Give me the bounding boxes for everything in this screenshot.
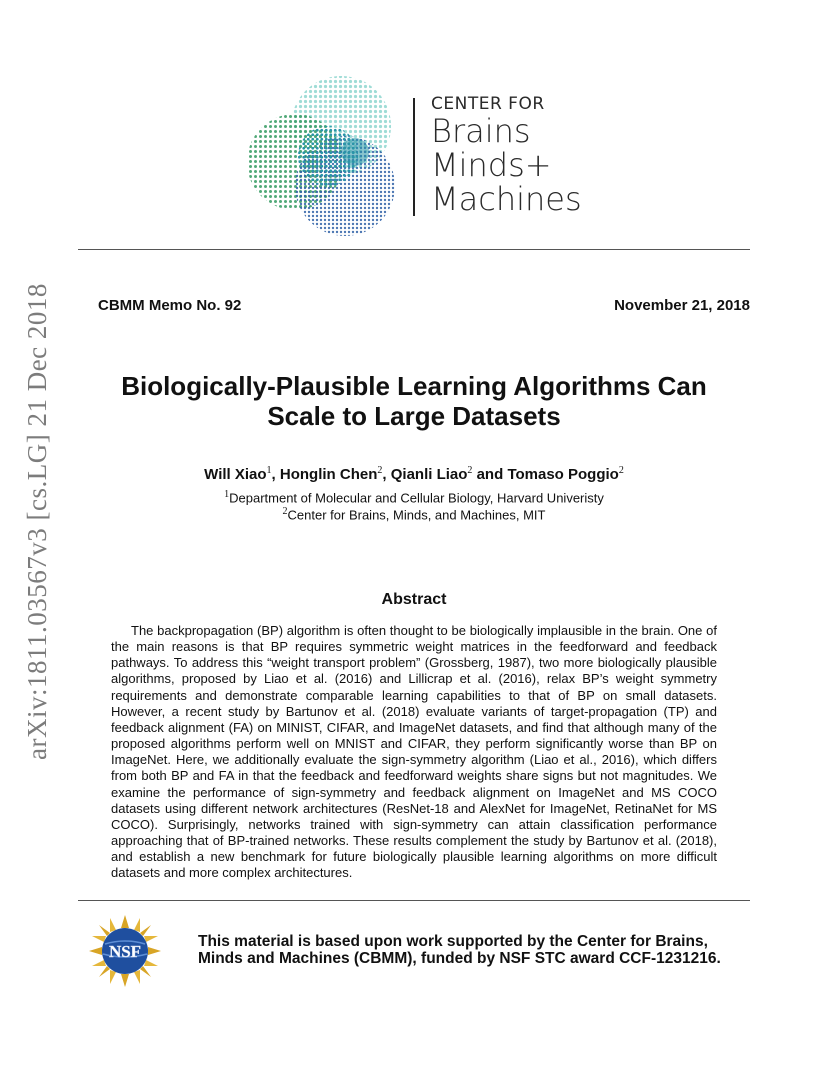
author-affiliation-mark: 2 [467,465,473,476]
author-separator: , [382,466,391,483]
author-name: Qianli Liao [390,466,468,483]
author-name: Honglin Chen [279,466,378,483]
paper-title [78,371,750,431]
abstract-body: The backpropagation (BP) algorithm is often thought to be biologically implausible in the brain. One of the main reasons is that BP requires symmetric weight matrices in the feedforward and feedback pathways. To address this “weight transport problem” (Grossberg, 1987), two more biologically plausible algorithms, proposed by Liao et al. (2016) and Lillicrap et al. (2016), relax BP’s weight symmetry requirements and demonstrate comparable learning capabilities to that of BP on small datasets. However, a recent study by Bartunov et al. (2018) evaluate variants of target-propagation (TP) and feedback alignment (FA) on MINIST, CIFAR, and ImageNet datasets, and find that although many of the proposed algorithms perform well on MNIST and CIFAR, they perform significantly worse than BP on ImageNet. Here, we additionally evaluate the sign-symmetry algorithm (Liao et al., 2016), which differs from both BP and FA in that the feedback and feedforward weights share signs but not magnitudes. We examine the performance of sign-symmetry and feedback alignment on ImageNet and MS COCO datasets using different network architectures (ResNet-18 and AlexNet for ImageNet, RetinaNet for MS COCO). Surprisingly, networks trained with sign-symmetry can attain classification performance approaching that of BP-trained networks. These results complement the study by Bartunov et al. (2018), and establish a new benchmark for future biologically plausible learning algorithms on more difficult datasets and more complex architectures. [111,623,717,881]
paper-title-line-1: Biologically-Plausible Learning Algorithms Can [121,371,707,401]
affiliation-mark: 1 [224,489,230,500]
author-name: Tomaso Poggio [507,466,619,483]
funding-statement [198,933,758,967]
nsf-logo-text: NSF [108,942,142,961]
logo-brains: Brains [431,112,531,150]
logo-text [431,94,582,216]
affiliation-mark: 2 [282,506,288,517]
author-list [78,465,750,483]
affiliation-2 [78,506,750,522]
funding-statement-line-1: This material is based upon work supported by the Center for Brains, [198,933,708,950]
author-affiliation-mark: 2 [377,465,383,476]
logo-center-for: CENTER FOR [431,94,545,114]
header-rule [78,249,750,250]
paper-title-line-2: Scale to Large Datasets [267,401,561,431]
memo-number: CBMM Memo No. 92 [98,297,242,314]
footer-rule [78,900,750,901]
logo-circle-core [341,138,369,166]
abstract-heading: Abstract [381,591,447,608]
logo-divider [413,98,415,216]
funding-statement-line-2: Minds and Machines (CBMM), funded by NSF STC award CCF-1231216. [198,950,721,967]
logo-machines: Machines [431,180,582,218]
affiliation-text: Center for Brains, Minds, and Machines, MIT [287,507,546,523]
author-affiliation-mark: 2 [618,465,624,476]
memo-date: November 21, 2018 [614,297,750,314]
affiliation-1 [78,489,750,505]
cbmm-logo [243,74,588,240]
author-name: Will Xiao [204,466,267,483]
arxiv-identifier: arXiv:1811.03567v3 [cs.LG] 21 Dec 2018 [22,283,52,760]
author-separator: and [472,466,508,483]
author-separator: , [271,466,280,483]
nsf-logo [88,914,162,988]
author-affiliation-mark: 1 [266,465,272,476]
logo-minds: Minds+ [431,146,552,184]
affiliation-text: Department of Molecular and Cellular Biology, Harvard Univeristy [229,490,604,506]
cbmm-logo-graphic [243,74,403,240]
